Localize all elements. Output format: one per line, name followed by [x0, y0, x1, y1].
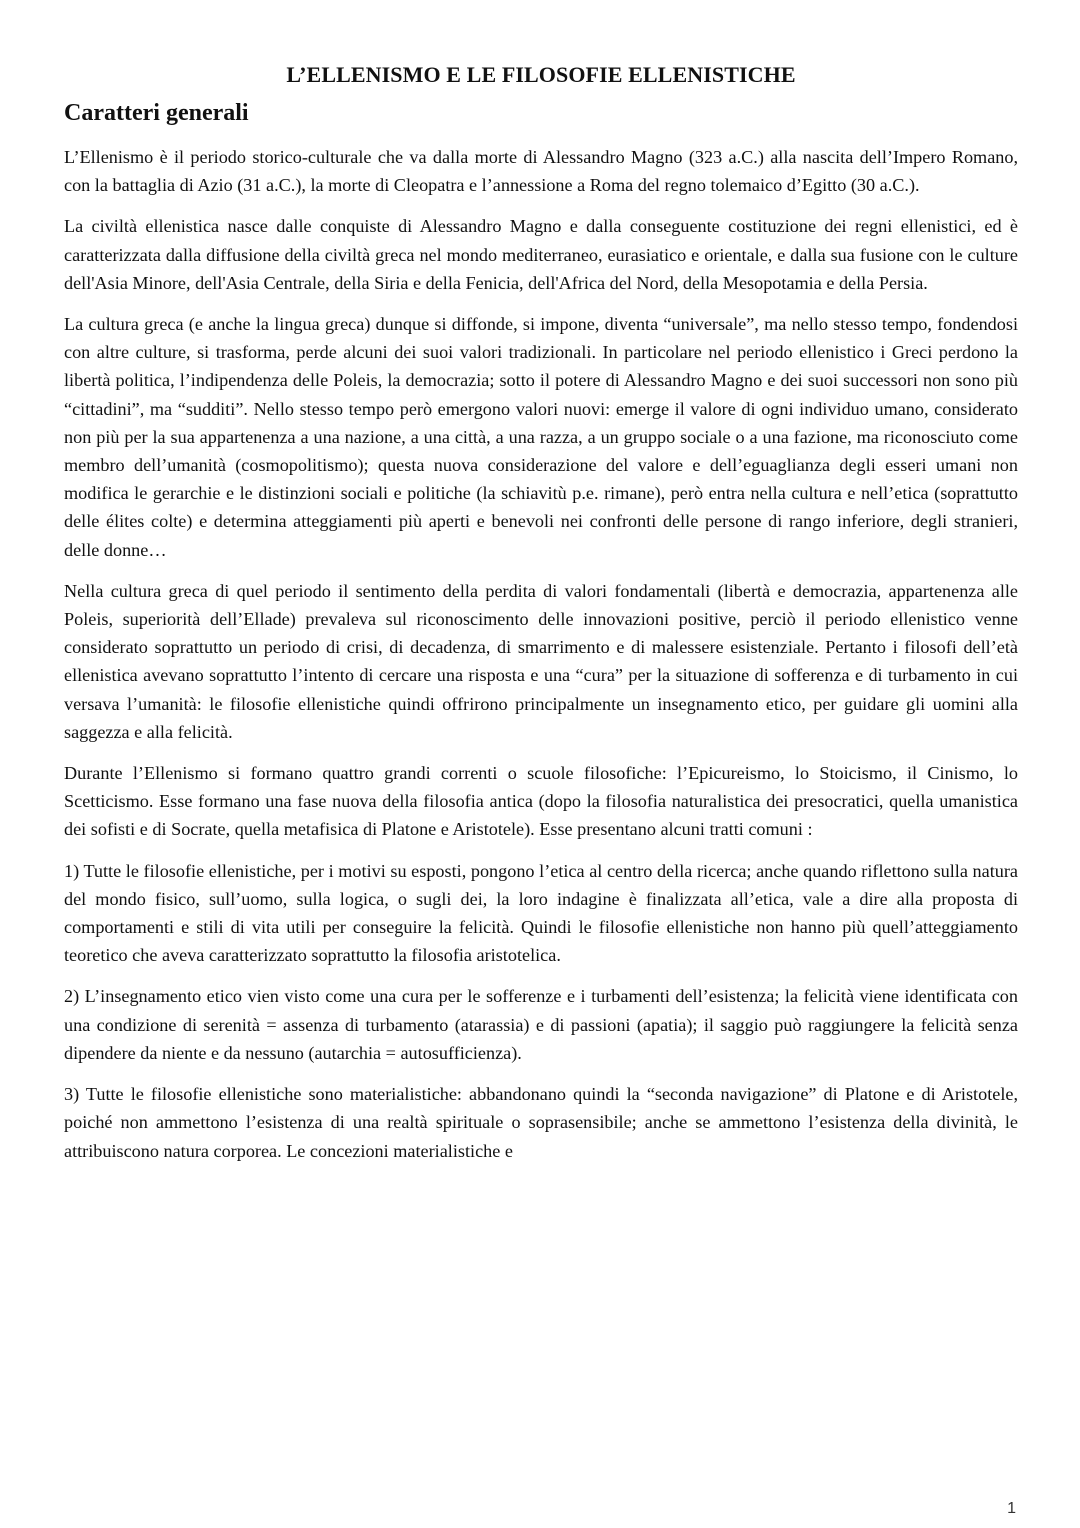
document-title: L’ELLENISMO E LE FILOSOFIE ELLENISTICHE: [286, 62, 796, 87]
document-page: [64, 62, 1018, 1178]
list-item-materialismo: 3) Tutte le filosofie ellenistiche sono materialistiche: abbandonano quindi la “seconda navigazione” di Platone e di Aristotele, poiché non ammettono l’esistenza di una realtà spirituale o soprasensibile; anche se ammettono l’esistenza della divinità, le attribuiscono natura corporea. Le concezioni materialistiche e: [64, 1084, 1018, 1161]
paragraph-crisi: Nella cultura greca di quel periodo il sentimento della perdita di valori fondamentali (libertà e democrazia, appartenenza alle Poleis, superiorità dell’Ellade) prevaleva sul riconoscimento delle innovazioni positive, perciò il periodo ellenistico venne considerato soprattutto un periodo di crisi, di decadenza, di smarrimento e di malessere esistenziale. Pertanto i filosofi dell’età ellenistica avevano soprattutto l’intento di cercare una risposta e una “cura” per la situazione di sofferenza e di turbamento in cui versava l’umanità: le filosofie ellenistiche quindi offrirono principalmente un insegnamento etico, per guidare gli uomini alla saggezza e alla felicità.: [64, 580, 1018, 742]
paragraph-civilta: La civiltà ellenistica nasce dalle conquiste di Alessandro Magno e dalla conseguente costituzione dei regni ellenistici, ed è caratterizzata dalla diffusione della civiltà greca nel mondo mediterraneo, eurasiatico e orientale, e dalla sua fusione con le culture dell'Asia Minore, dell'Asia Centrale, della Siria e della Fenicia, dell'Africa del Nord, della Mesopotamia e della Persia.: [64, 216, 1018, 293]
paragraph-cultura: La cultura greca (e anche la lingua greca) dunque si diffonde, si impone, diventa “universale”, ma nello stesso tempo, fondendosi con altre culture, si trasforma, perde alcuni dei suoi valori tradizionali. In particolare nel periodo ellenistico i Greci perdono la libertà politica, l’indipendenza delle Poleis, la democrazia; sotto il potere di Alessandro Magno e dei suoi successori non sono più “cittadini”, ma “sudditi”. Nello stesso tempo però emergono valori nuovi: emerge il valore di ogni individuo umano, considerato non più per la sua appartenenza a una nazione, a una città, a una razza, a un gruppo sociale o a una fazione, ma riconosciuto come membro dell’umanità (cosmopolitismo); questa nuova considerazione del valore e dell’eguaglianza degli esseri umani non modifica le gerarchie e le distinzioni sociali e politiche (la schiavitù p.e. rimane), però entra nella cultura e nell’etica (soprattutto delle élites colte) e determina atteggiamenti più aperti e benevoli nei confronti delle persone di rango inferiore, degli stranieri, delle donne…: [64, 314, 1018, 560]
list-item-cura: 2) L’insegnamento etico vien visto come una cura per le sofferenze e i turbamenti dell’esistenza; la felicità viene identificata con una condizione di serenità = assenza di turbamento (atarassia) e di passioni (apatia); il saggio può raggiungere la felicità senza dipendere da niente e da nessuno (autarchia = autosufficienza).: [64, 986, 1018, 1063]
page-number: 1: [1007, 1500, 1016, 1517]
list-item-etica: 1) Tutte le filosofie ellenistiche, per i motivi su esposti, pongono l’etica al centro della ricerca; anche quando riflettono sulla natura del mondo fisico, sull’uomo, sulla logica, o sugli dei, la loro indagine è finalizzata all’etica, vale a dire alla proposta di comportamenti e stili di vita utili per conseguire la felicità. Quindi le filosofie ellenistiche non hanno più quell’atteggiamento teoretico che aveva caratterizzato soprattutto la filosofia aristotelica.: [64, 860, 1018, 966]
paragraph-scuole: Durante l’Ellenismo si formano quattro grandi correnti o scuole filosofiche: l’Epicureismo, lo Stoicismo, il Cinismo, lo Scetticismo. Esse formano una fase nuova della filosofia antica (dopo la filosofia naturalistica dei presocratici, quella umanistica dei sofisti e di Socrate, quella metafisica di Platone e Aristotele). Esse presentano alcuni tratti comuni :: [64, 763, 1018, 840]
paragraph-intro: L’Ellenismo è il periodo storico-culturale che va dalla morte di Alessandro Magno (323 a.C.) alla nascita dell’Impero Romano, con la battaglia di Azio (31 a.C.), la morte di Cleopatra e l’annessione a Roma del regno tolemaico d’Egitto (30 a.C.).: [64, 147, 1018, 196]
section-heading: Caratteri generali: [64, 100, 249, 126]
